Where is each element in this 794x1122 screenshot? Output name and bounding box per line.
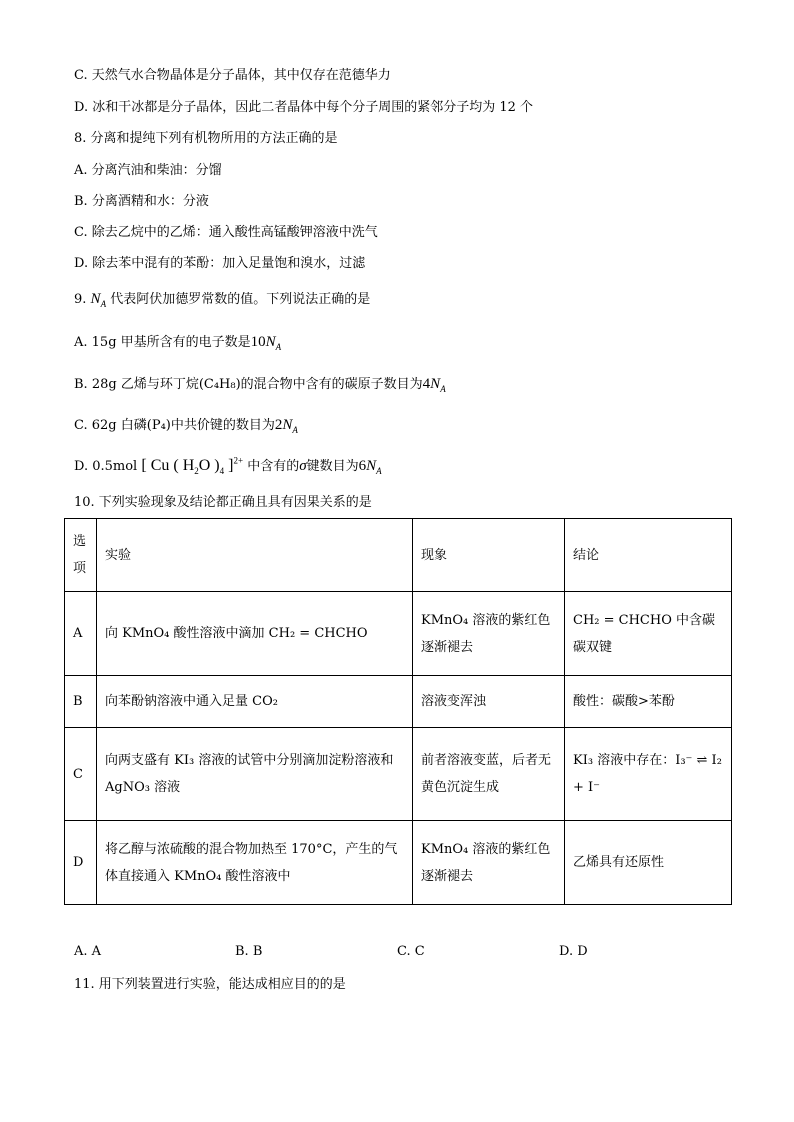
q9-option-d: D. 0.5mol [ Cu ( $H_2O$ )$_4$ ]$^{2+}$ 中含有的σ键数目为$6N_A$ [74,455,382,477]
q8-stem: 8. 分离和提纯下列有机物所用的方法正确的是 [74,131,338,146]
row-experiment: 向苯酚钠溶液中通入足量 CO₂ [97,676,413,728]
table-row [65,592,732,676]
row-phenomenon: KMnO₄ 溶液的紫红色逐渐褪去 [413,821,565,905]
row-phenomenon: 前者溶液变蓝，后者无黄色沉淀生成 [413,728,565,821]
answer-option-c: C. C [397,944,425,959]
row-experiment: 将乙醇与浓硫酸的混合物加热至 170°C，产生的气体直接通入 KMnO₄ 酸性溶液中 [97,821,413,905]
q9-option-c: C. 62g 白磷(P₄)中共价键的数目为$2N_A$ [74,417,298,435]
q11-stem: 11. 用下列装置进行实验，能达成相应目的的是 [74,977,346,992]
row-option: B [65,676,97,728]
table-row [65,821,732,905]
row-option: D [65,821,97,905]
row-conclusion: 酸性：碳酸>苯酚 [565,676,732,728]
header-conclusion: 结论 [565,519,732,592]
avogadro-symbol: $N_A$ [90,291,107,309]
row-phenomenon: 溶液变浑浊 [413,676,565,728]
row-conclusion: KI₃ 溶液中存在：I₃⁻ ⇌ I₂ + I⁻ [565,728,732,821]
q9-option-a: A. 15g 甲基所含有的电子数是$10N_A$ [74,334,282,352]
table-row [65,728,732,821]
q8-option-a: A. 分离汽油和柴油：分馏 [74,163,222,178]
table-row [65,676,732,728]
q7-option-c: C. 天然气水合物晶体是分子晶体，其中仅存在范德华力 [74,68,391,83]
answer-option-d: D. D [559,944,588,959]
row-conclusion: CH₂ = CHCHO 中含碳碳双键 [565,592,732,676]
row-experiment: 向 KMnO₄ 酸性溶液中滴加 CH₂ = CHCHO [97,592,413,676]
q9-stem: 代表阿伏加德罗常数的值。下列说法正确的是 [110,292,371,307]
table-header-row [65,519,732,592]
q7-option-d: D. 冰和干冰都是分子晶体，因此二者晶体中每个分子周围的紧邻分子均为 12 个 [74,100,534,115]
copper-aqua-complex-formula: [ Cu ( $H_2O$ )$_4$ ]$^{2+}$ [141,455,244,477]
q8-option-b: B. 分离酒精和水：分液 [74,194,209,209]
q10-answer-options [74,944,674,964]
row-experiment: 向两支盛有 KI₃ 溶液的试管中分别滴加淀粉溶液和 AgNO₃ 溶液 [97,728,413,821]
row-phenomenon: KMnO₄ 溶液的紫红色逐渐褪去 [413,592,565,676]
row-conclusion: 乙烯具有还原性 [565,821,732,905]
q10-stem: 10. 下列实验现象及结论都正确且具有因果关系的是 [74,495,372,510]
q9-number: 9. [74,292,87,307]
answer-option-a: A. A [74,944,102,959]
answer-option-b: B. B [235,944,263,959]
q9-stem-line [74,290,370,309]
header-option: 选项 [65,519,97,592]
q9-option-b: B. 28g 乙烯与环丁烷(C₄H₈)的混合物中含有的碳原子数目为$4N_A$ [74,376,446,394]
q8-option-c: C. 除去乙烷中的乙烯：通入酸性高锰酸钾溶液中洗气 [74,225,378,240]
header-experiment: 实验 [97,519,413,592]
experiment-table [64,518,732,905]
row-option: A [65,592,97,676]
q8-option-d: D. 除去苯中混有的苯酚：加入足量饱和溴水，过滤 [74,256,366,271]
row-option: C [65,728,97,821]
header-phenomenon: 现象 [413,519,565,592]
